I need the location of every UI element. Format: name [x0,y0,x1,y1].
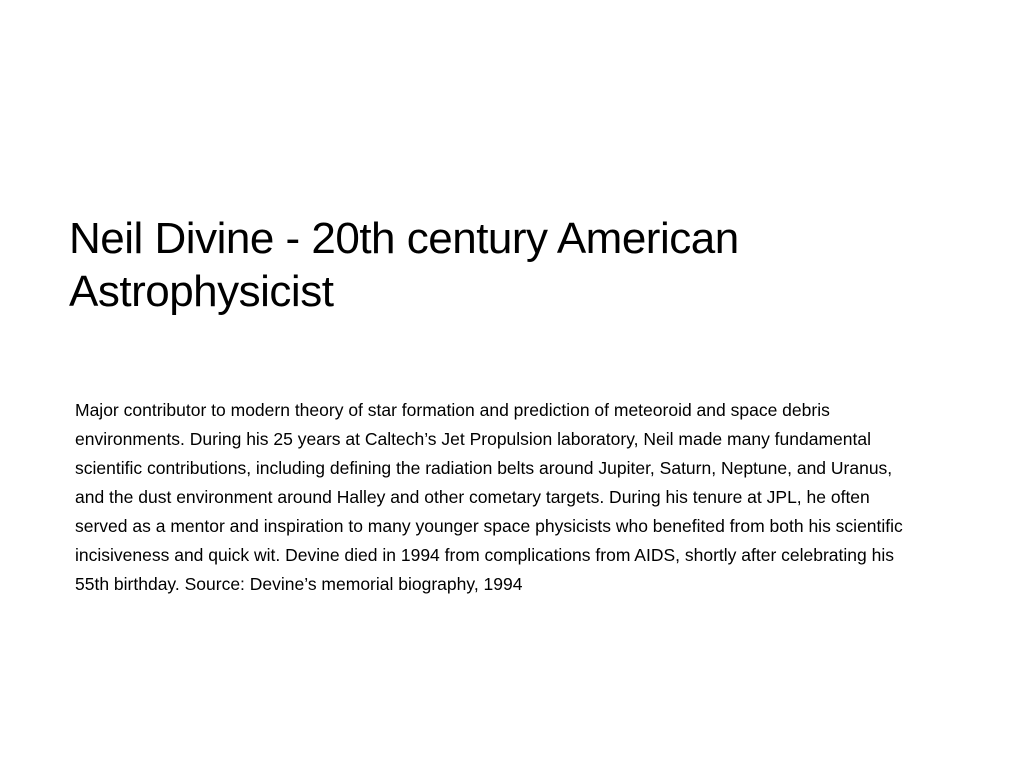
slide-title: Neil Divine - 20th century American Astrophysicist [69,214,739,316]
slide-body-text: Major contributor to modern theory of star formation and prediction of meteoroid and space debris environments. During his 25 years at Caltech’s Jet Propulsion laboratory, Neil made many fundamental scientific contributions, including defining the radiation belts around Jupiter, Saturn, Neptune, and Uranus, and the dust environment around Halley and other cometary targets. During his tenure at JPL, he often served as a mentor and inspiration to many younger space physicists who benefited from both his scientific incisiveness and quick wit. Devine died in 1994 from complications from AIDS, shortly after celebrating his 55th birthday. Source: Devine’s memorial biography, 1994 [75,400,903,594]
